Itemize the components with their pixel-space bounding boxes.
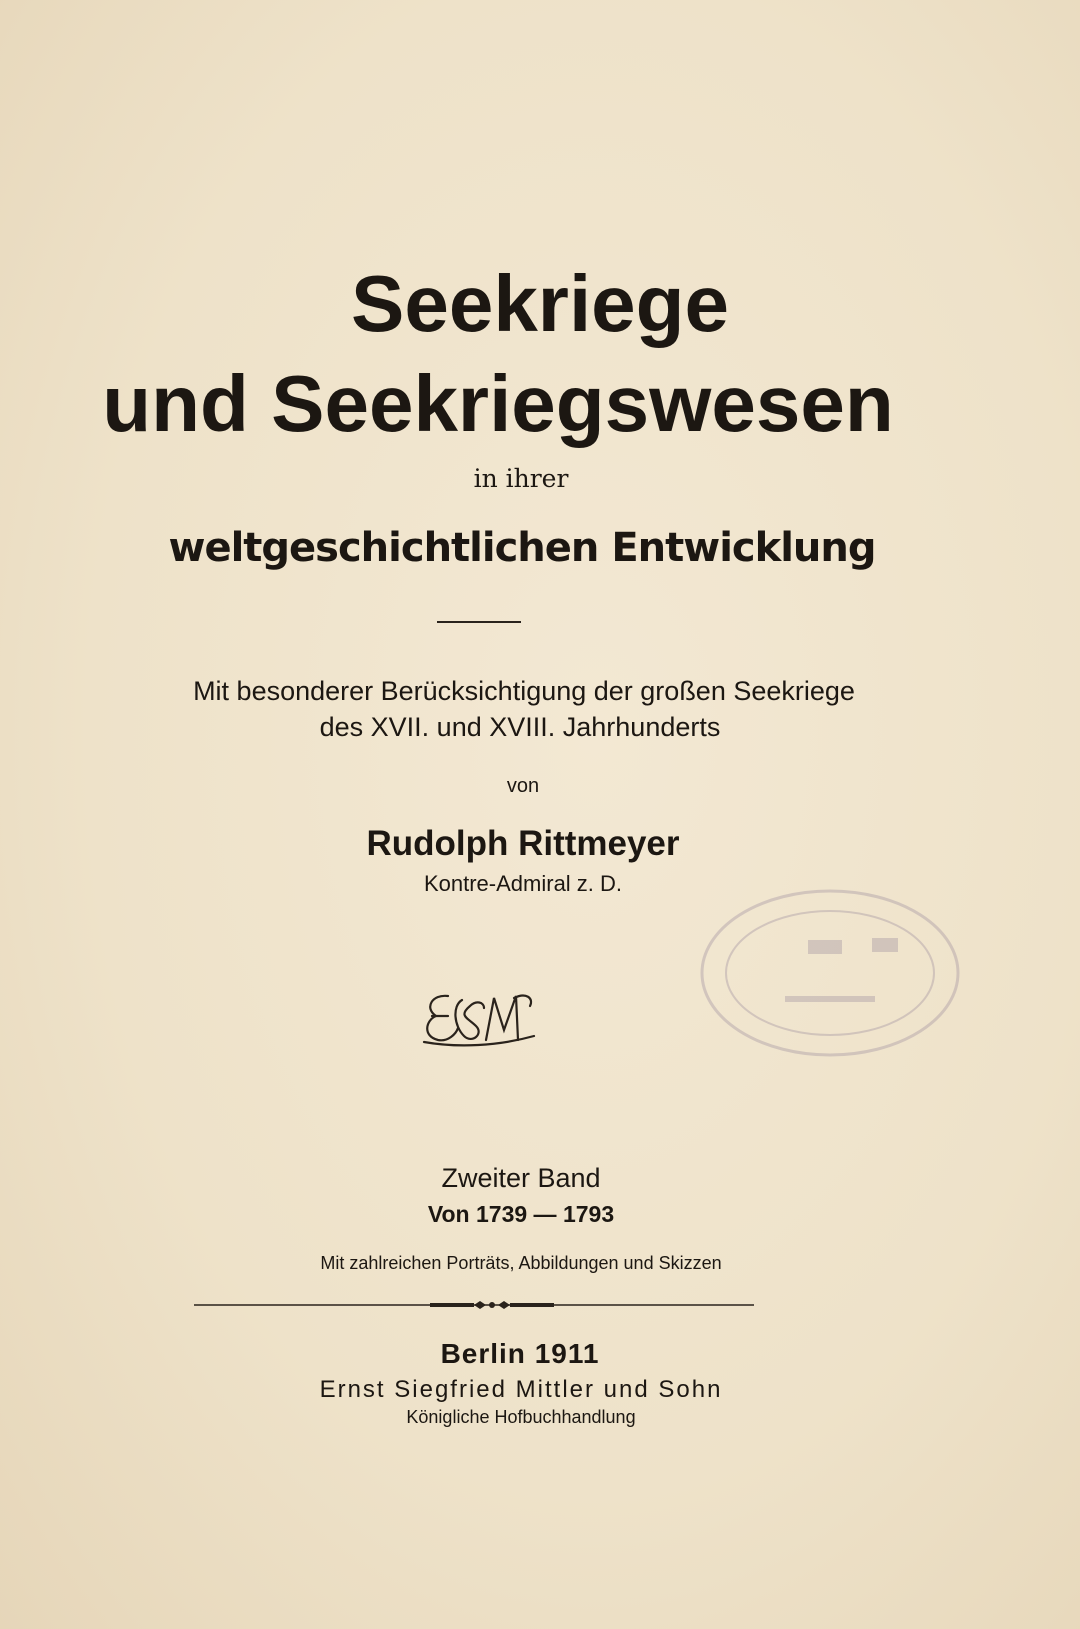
title-divider [437, 621, 521, 623]
description-line-1: Mit besonderer Berücksichtigung der großen Seekriege [193, 676, 855, 706]
author-prefix: von [506, 775, 540, 797]
imprint-publisher: Ernst Siegfried Mittler und Sohn [319, 1376, 723, 1403]
imprint-royal-note: Königliche Hofbuchhandlung [406, 1407, 636, 1427]
publisher-monogram [418, 986, 538, 1050]
title-line-1: Seekriege [350, 259, 730, 348]
author-rank: Kontre-Admiral z. D. [423, 871, 623, 896]
subtitle-line-2: weltgeschichtlichen Entwicklung [168, 525, 876, 571]
imprint-city-year: Berlin 1911 [440, 1338, 600, 1369]
library-stamp [690, 878, 970, 1068]
illustrations-note: Mit zahlreichen Porträts, Abbildungen und Skizzen [320, 1253, 722, 1273]
ornamental-divider [194, 1298, 754, 1312]
title-line-2: und Seekriegswesen [102, 359, 894, 448]
description-line-2: des XVII. und XVIII. Jahrhunderts [319, 712, 721, 742]
volume-range: Von 1739 — 1793 [427, 1201, 615, 1227]
author-name: Rudolph Rittmeyer [366, 824, 680, 863]
subtitle-line-1: in ihrer [473, 464, 569, 493]
volume-label: Zweiter Band [441, 1163, 601, 1193]
